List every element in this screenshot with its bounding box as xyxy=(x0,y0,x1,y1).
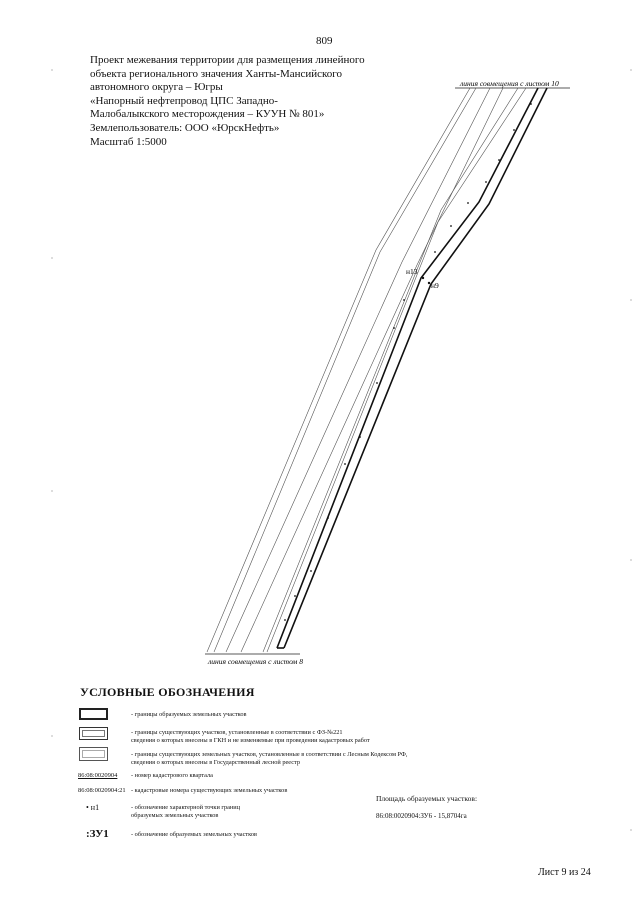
legend-text: - обозначение характерной точки границ образуемых земельных участков xyxy=(131,804,241,819)
header-line: Землепользователь: ООО «ЮрскНефть» xyxy=(90,121,280,134)
existing-parcel-lines xyxy=(207,88,526,652)
header-line: «Напорный нефтепровод ЦПС Западно- xyxy=(90,94,278,107)
legend-text: - границы образуемых земельных участков xyxy=(131,711,247,718)
header-line: Масштаб 1:5000 xyxy=(90,135,167,148)
sheet-number: Лист 9 из 24 xyxy=(538,867,591,878)
top-match-line-label: линия совмещения с листом 10 xyxy=(460,79,559,88)
point-label-n9: н9 xyxy=(431,281,439,290)
bottom-match-line-label: линия совмещения с листом 8 xyxy=(208,657,303,666)
legend-text: - номер кадастрового квартала xyxy=(131,772,213,779)
top-match-line xyxy=(455,79,570,88)
legend-symbol-cadastral-quarter: 86:08:0020904 xyxy=(78,772,118,779)
characteristic-points xyxy=(284,103,532,621)
formed-parcel-boundary xyxy=(277,88,547,648)
header-line: объекта регионального значения Ханты-Мансийского xyxy=(90,67,343,80)
bottom-match-line xyxy=(205,654,303,666)
legend-symbol-cadastral-number: 86:08:0020904:21 xyxy=(78,787,126,794)
legend-text: - границы существующих земельных участков, установленные в соответствии с Лесным Кодексом РФ, сведения о которых внесены в Государственный лесной реестр xyxy=(131,751,408,766)
legend-text: - границы существующих участков, установленные в соответствии с ФЗ-№221 сведения о которых внесены в ГКН и не изменяемые при проведении кадастровых работ xyxy=(131,729,370,744)
legend-symbol-parcel-label: :ЗУ1 xyxy=(86,828,109,840)
legend-symbol-point: • н1 xyxy=(86,803,100,812)
legend-symbol-forest-parcels xyxy=(79,747,108,761)
page-number: 809 xyxy=(316,35,333,47)
legend-text: - обозначение образуемых земельных участков xyxy=(131,831,258,838)
area-title: Площадь образуемых участков: xyxy=(376,794,478,803)
header-line: Проект межевания территории для размещения линейного xyxy=(90,54,365,66)
legend-symbol-gkn-parcels xyxy=(79,727,108,740)
legend-text: - кадастровые номера существующих земельных участков xyxy=(131,787,288,794)
header-line: автономного округа – Югры xyxy=(90,81,223,94)
point-label-n13: н13 xyxy=(406,267,418,276)
area-value: 86:08:0020904:ЗУ6 - 15,8704га xyxy=(376,812,467,820)
legend-symbol-formed-parcels xyxy=(79,708,108,720)
header-line: Малобалыкского месторождения – КУУН № 801» xyxy=(90,108,325,121)
legend-title: УСЛОВНЫЕ ОБОЗНАЧЕНИЯ xyxy=(80,685,255,699)
